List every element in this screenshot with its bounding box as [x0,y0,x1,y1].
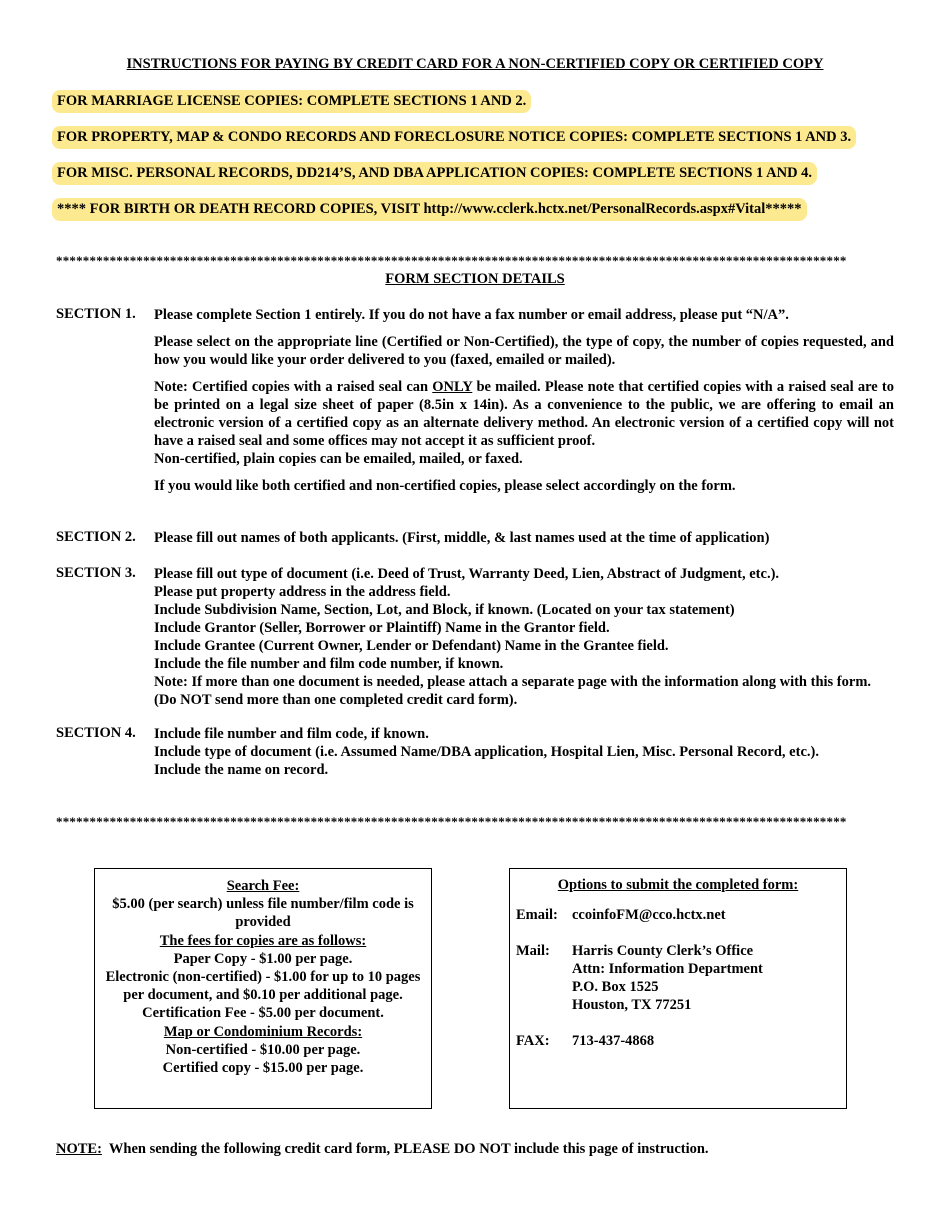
note-label: NOTE: [56,1141,102,1157]
highlight-misc: FOR MISC. PERSONAL RECORDS, DD214’S, AND DBA APPLICATION COPIES: COMPLETE SECTIONS 1 AND 4. [52,162,817,185]
section-1-p4: If you would like both certified and non-certified copies, please select accordingly on the form. [154,478,736,494]
email-label: Email: [516,907,558,923]
section-4-label: SECTION 4. [56,725,136,741]
search-fee-text: $5.00 (per search) unless file number/film code is provided [112,896,414,931]
section-3-body [154,565,894,709]
fax-row [516,1032,840,1050]
section-2-text: Please fill out names of both applicants. (First, middle, & last names used at the time of application) [154,530,770,546]
mail-row [516,942,840,1014]
mail-line: P.O. Box 1525 [572,979,659,995]
section-4-line: Include type of document (i.e. Assumed Name/DBA application, Hospital Lien, Misc. Personal Record, etc.). [154,744,819,760]
section-3-line: Include Grantor (Seller, Borrower or Plaintiff) Name in the Grantor field. [154,620,610,636]
section-3-line: Include the file number and film code number, if known. [154,656,504,672]
copies-fee-heading: The fees for copies are as follows: [159,932,367,949]
divider-bottom: ********************************************************************************************************************** [56,814,847,829]
section-1-body [154,306,894,503]
section-1-p3-only: ONLY [432,379,473,395]
section-3-note: Note: If more than one document is needed, please attach a separate page with the information along with this form. (Do NOT send more than one completed credit card form). [154,674,872,708]
form-section-heading: FORM SECTION DETAILS [385,271,565,287]
section-1-label: SECTION 1. [56,306,136,322]
section-3-line: Include Subdivision Name, Section, Lot, and Block, if known. (Located on your tax statement) [154,602,735,618]
highlight-marriage: FOR MARRIAGE LICENSE COPIES: COMPLETE SECTIONS 1 AND 2. [52,90,531,113]
certified-map-fee: Certified copy - $15.00 per page. [162,1060,364,1077]
fax-number: 713-437-4868 [572,1033,655,1049]
section-3-line: Please fill out type of document (i.e. Deed of Trust, Warranty Deed, Lien, Abstract of Judgment, etc.). [154,566,780,582]
page-title: INSTRUCTIONS FOR PAYING BY CREDIT CARD FOR A NON-CERTIFIED COPY OR CERTIFIED COPY [126,56,824,72]
highlight-property: FOR PROPERTY, MAP & CONDO RECORDS AND FORECLOSURE NOTICE COPIES: COMPLETE SECTIONS 1 AND 3. [52,126,856,149]
section-3-label: SECTION 3. [56,565,136,581]
fee-box [94,868,432,1109]
search-fee-heading: Search Fee: [226,878,300,894]
section-4-body [154,725,894,779]
note-text: When sending the following credit card form, PLEASE DO NOT include this page of instruction. [101,1141,709,1157]
noncertified-map-fee: Non-certified - $10.00 per page. [165,1041,361,1058]
section-1-p1: Please complete Section 1 entirely. If you do not have a fax number or email address, please put “N/A”. [154,307,789,323]
mail-line: Houston, TX 77251 [572,997,692,1013]
section-1-p3-pre: Note: Certified copies with a raised seal can [154,379,433,395]
submit-options-box [509,868,847,1109]
map-records-heading: Map or Condominium Records: [163,1023,363,1040]
certification-fee: Certification Fee - $5.00 per document. [142,1005,384,1022]
mail-line: Harris County Clerk’s Office [572,943,754,959]
section-1-p2: Please select on the appropriate line (Certified or Non-Certified), the type of copy, the number of copies requested, and how you would like your order delivered to you (faxed, emailed or mailed). [154,334,894,368]
mail-label: Mail: [516,943,550,959]
section-3-line: Please put property address in the address field. [154,584,451,600]
highlight-birth-death: **** FOR BIRTH OR DEATH RECORD COPIES, VISIT http://www.cclerk.hctx.net/PersonalRecords.aspx#Vital***** [52,198,807,221]
section-3-line: Include Grantee (Current Owner, Lender or Defendant) Name in the Grantee field. [154,638,669,654]
section-2-label: SECTION 2. [56,529,136,545]
section-1-p3-post: be mailed. Please note that certified copies with a raised seal are to be printed on a legal size sheet of paper (8.5in x 14in). As a convenience to the public, we are offering to email an electronic version of a certified copy as an alternate delivery method. An electronic version of a certified copy will not have a raised seal and some offices may not accept it as sufficient proof. [154,379,894,449]
section-4-line: Include the name on record. [154,762,329,778]
mail-line: Attn: Information Department [572,961,763,977]
bottom-note [56,1141,709,1158]
section-1-p3 [154,378,894,450]
email-address[interactable]: ccoinfoFM@cco.hctx.net [572,907,726,923]
section-4-line: Include file number and film code, if known. [154,726,429,742]
divider-top: ********************************************************************************************************************** [56,253,847,268]
electronic-copy-fee: Electronic (non-certified) - $1.00 for up to 10 pages per document, and $0.10 per additional page. [105,969,421,1004]
paper-copy-fee: Paper Copy - $1.00 per page. [173,950,353,967]
email-row [516,906,840,924]
mail-address [572,942,763,1014]
section-1-p3-last: Non-certified, plain copies can be emailed, mailed, or faxed. [154,451,523,467]
submit-options-heading: Options to submit the completed form: [557,877,799,893]
fax-label: FAX: [516,1033,550,1049]
